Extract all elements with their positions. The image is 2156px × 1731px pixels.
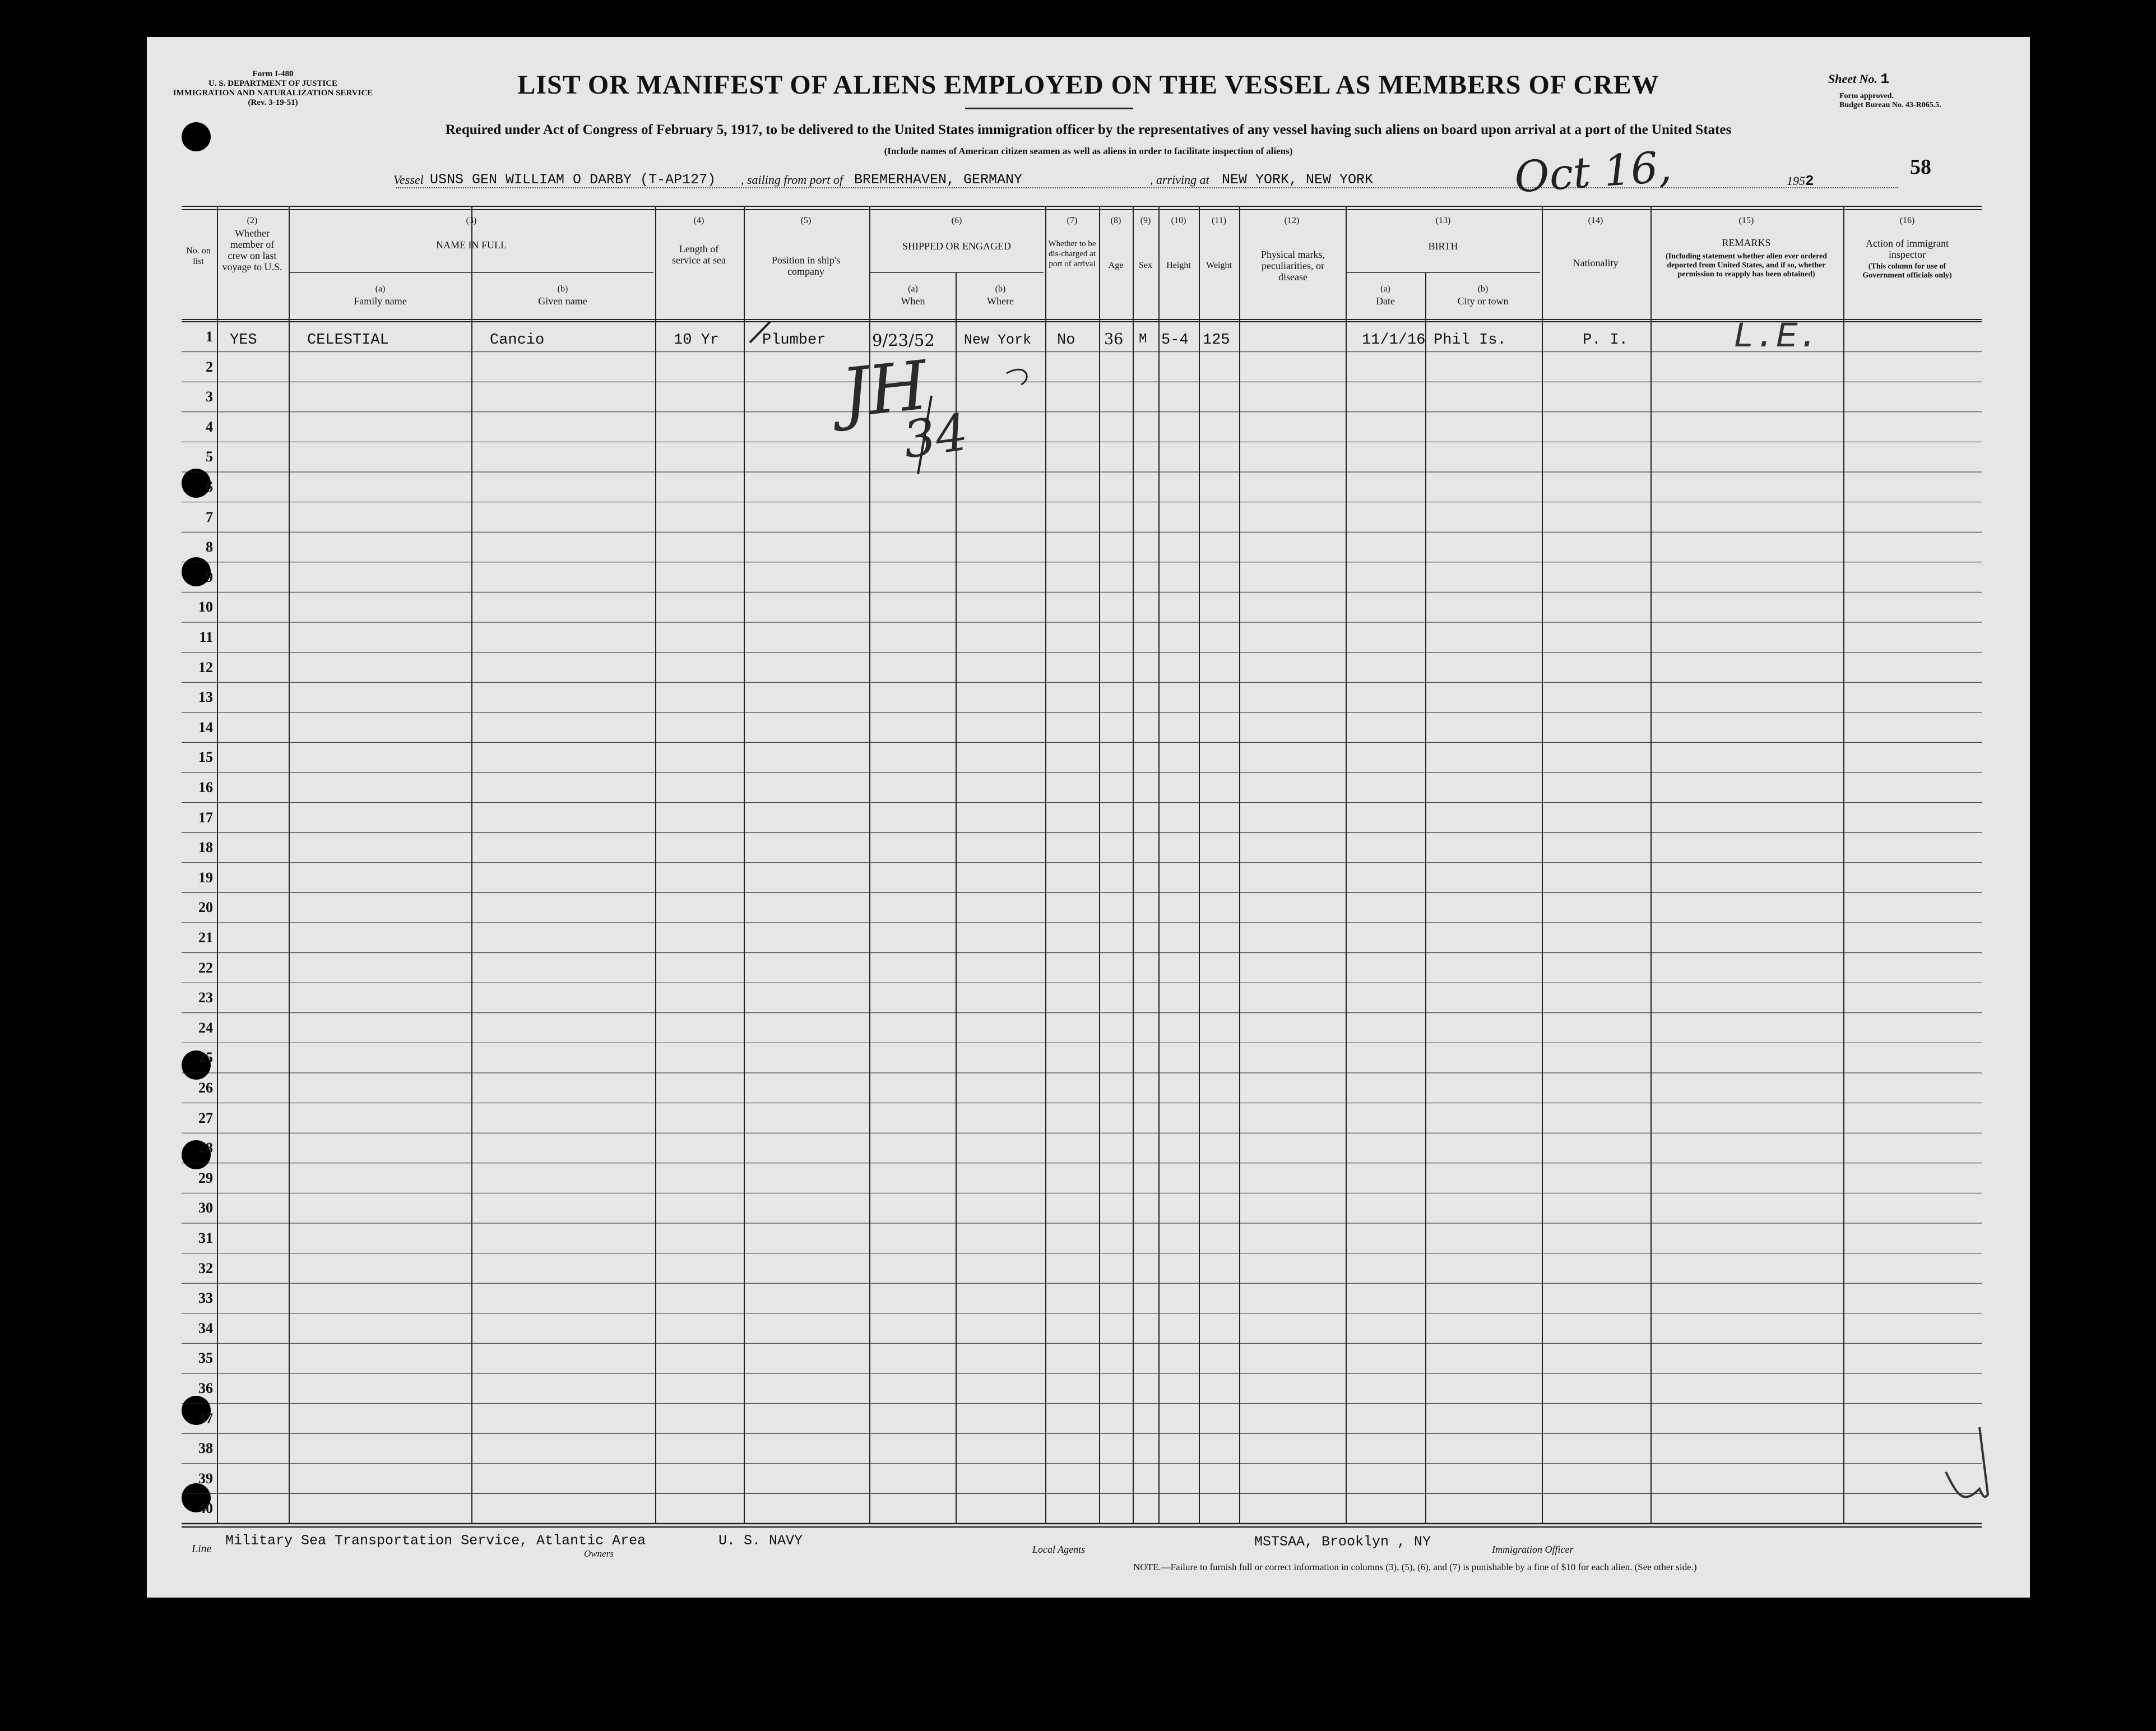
owners-value: U. S. NAVY — [718, 1533, 803, 1549]
col6a-number: (a) — [908, 284, 918, 294]
row-number: 27 — [198, 1109, 213, 1126]
arriving-value: NEW YORK, NEW YORK — [1222, 172, 1374, 188]
row-number: 39 — [198, 1470, 213, 1487]
row-number: 35 — [198, 1350, 213, 1367]
row-number: 13 — [198, 689, 213, 706]
arrival-date-handwritten: Oct 16, — [1513, 141, 1673, 202]
row-number: 24 — [198, 1019, 213, 1036]
row1-nationality: P. I. — [1583, 332, 1629, 349]
col5-number: (5) — [800, 216, 812, 225]
col14-number: (14) — [1588, 216, 1603, 225]
row1-birth-city: Phil Is. — [1434, 332, 1506, 349]
row1-height: 5-4 — [1161, 332, 1189, 349]
row-number: 17 — [198, 809, 213, 826]
col2-number: (2) — [247, 216, 258, 225]
col13a-header: Date — [1376, 295, 1395, 307]
col14-header: Nationality — [1573, 257, 1619, 269]
row-number: 1 — [206, 328, 213, 345]
col10-header: Height — [1166, 261, 1191, 270]
local-agents-value: MSTSAA, Brooklyn , NY — [1254, 1534, 1431, 1550]
row-number: 12 — [198, 659, 213, 675]
col7-number: (7) — [1067, 216, 1078, 225]
form-title: LIST OR MANIFEST OF ALIENS EMPLOYED ON THE VESSEL AS MEMBERS OF CREW — [517, 70, 1659, 100]
col13b-number: (b) — [1477, 284, 1489, 294]
col3b-header: Given name — [538, 295, 587, 307]
col3a-number: (a) — [375, 284, 386, 294]
row-number: 4 — [206, 418, 213, 435]
row-number: 25 — [198, 1049, 213, 1066]
sailing-value: BREMERHAVEN, GERMANY — [854, 172, 1023, 188]
col3a-header: Family name — [354, 295, 407, 307]
row-number: 36 — [198, 1380, 213, 1396]
department: U. S. DEPARTMENT OF JUSTICE — [208, 79, 338, 88]
sailing-label: , sailing from port of — [741, 173, 843, 187]
row-number: 2 — [206, 358, 213, 375]
sheet-value: 1 — [1880, 71, 1890, 87]
inspector-number: 34 — [900, 402, 972, 470]
manifest-sheet — [147, 37, 2030, 1598]
year-prefix: 195 — [1787, 174, 1805, 188]
col8-header: Age — [1108, 261, 1124, 270]
form-subtitle-note: (Include names of American citizen seamen as well as aliens in order to facilitate inspection of aliens) — [884, 146, 1293, 156]
col6b-header: Where — [987, 295, 1014, 307]
row-number: 34 — [198, 1320, 213, 1336]
budget-bureau-line: Budget Bureau No. 43-R065.5. — [1839, 101, 1941, 109]
service: IMMIGRATION AND NATURALIZATION SERVICE — [173, 89, 373, 98]
col4-number: (4) — [693, 216, 704, 225]
row-number: 28 — [198, 1140, 213, 1156]
row-number: 9 — [206, 568, 213, 585]
col12-number: (12) — [1284, 216, 1300, 225]
row1-shipped-when: 9/23/52 — [872, 331, 935, 350]
row1-birth-date: 11/1/16 — [1362, 332, 1426, 349]
row-number: 38 — [198, 1440, 213, 1457]
footer-note: NOTE.—Failure to furnish full or correct information in columns (3), (5), (6), and (7) is punishable by a fine of $10 for each alien. (See other side.) — [1133, 1562, 1697, 1572]
owners-label: Owners — [584, 1548, 614, 1559]
row-number: 15 — [198, 749, 213, 766]
row-number: 11 — [199, 629, 213, 645]
col6a-header: When — [901, 295, 925, 307]
col3-header: NAME IN FULL — [436, 239, 507, 251]
col15-subheader: (Including statement whether alien ever ordered deported from United States, and if so, whether permission to reapply has been obtained) — [1665, 252, 1828, 279]
col6-number: (6) — [951, 216, 962, 225]
col6b-number: (b) — [995, 284, 1006, 294]
row1-sex: M — [1139, 332, 1147, 347]
col13b-header: City or town — [1457, 295, 1509, 307]
year-value: 2 — [1805, 173, 1814, 189]
line-value: Military Sea Transportation Service, Atlantic Area — [225, 1533, 646, 1549]
line-label: Line — [192, 1543, 212, 1555]
inspector-signature: JH — [838, 346, 931, 433]
col12-header: Physical marks, peculiarities, or disease — [1261, 249, 1325, 283]
col3-number: (3) — [466, 216, 477, 225]
row-number: 8 — [206, 539, 213, 556]
col16-header: Action of immigrant inspector — [1866, 238, 1949, 260]
row-number: 19 — [198, 869, 213, 886]
row1-given-name: Cancio — [490, 332, 545, 349]
vessel-label: Vessel — [393, 173, 424, 187]
col13-header: BIRTH — [1428, 240, 1458, 252]
row-number: 10 — [198, 599, 213, 615]
row-number: 30 — [198, 1200, 213, 1216]
col16-subheader: (This column for use of Government officials only) — [1862, 262, 1952, 280]
form-number: Form I-480 — [252, 70, 294, 78]
row1-shipped-where: New York — [964, 332, 1032, 348]
row-number: 31 — [198, 1230, 213, 1246]
immigration-officer-label: Immigration Officer — [1492, 1544, 1574, 1555]
row-number: 40 — [198, 1500, 213, 1517]
row-number: 22 — [198, 959, 213, 976]
revision: (Rev. 3-19-51) — [248, 98, 298, 107]
row-number: 3 — [206, 388, 213, 405]
row-number: 37 — [198, 1410, 213, 1427]
page-number: 58 — [1910, 155, 1931, 179]
col15-number: (15) — [1738, 216, 1754, 225]
row1-age: 36 — [1104, 331, 1124, 348]
handwritten-marks — [147, 37, 2030, 1598]
col7-header: Whether to be dis-charged at port of arrival — [1048, 239, 1096, 269]
col9-header: Sex — [1139, 261, 1152, 270]
col13-number: (13) — [1435, 216, 1451, 225]
row1-remarks: L.E. — [1733, 317, 1819, 358]
row-number: 20 — [198, 899, 213, 916]
col10-number: (10) — [1171, 216, 1186, 225]
approval-line: Form approved. — [1839, 92, 1894, 100]
col5-header: Position in ship's company — [771, 254, 841, 277]
col9-number: (9) — [1140, 216, 1151, 225]
row-number: 14 — [198, 719, 213, 735]
row-number: 33 — [198, 1290, 213, 1307]
row1-family-name: CELESTIAL — [307, 332, 389, 349]
row1-weight: 125 — [1203, 332, 1230, 349]
row-number: 6 — [206, 479, 213, 495]
vessel-value: USNS GEN WILLIAM O DARBY (T-AP127) — [430, 172, 716, 188]
col2-header: Whether member of crew on last voyage to U.S. — [222, 228, 282, 272]
row-number: 16 — [198, 779, 213, 795]
row-number: 18 — [198, 839, 213, 856]
row-number: 5 — [206, 448, 213, 465]
col3b-number: (b) — [557, 284, 568, 294]
arriving-label: , arriving at — [1150, 173, 1209, 187]
row-number: 21 — [198, 929, 213, 946]
form-subtitle: Required under Act of Congress of February 5, 1917, to be delivered to the United States immigration officer by the representatives of any vessel having such aliens on board upon arrival at a port of the United States — [445, 122, 1732, 137]
row-number: 7 — [206, 508, 213, 525]
row-number: 32 — [198, 1260, 213, 1276]
row1-crew-last-voyage: YES — [230, 332, 257, 349]
col11-number: (11) — [1211, 216, 1227, 225]
col4-header: Length of service at sea — [672, 243, 726, 266]
row1-service: 10 Yr — [674, 332, 720, 349]
col16-number: (16) — [1899, 216, 1915, 225]
col15-header: REMARKS — [1722, 237, 1771, 248]
row1-discharged: No — [1057, 332, 1075, 349]
col11-header: Weight — [1206, 261, 1232, 270]
sheet-label: Sheet No. — [1828, 72, 1877, 86]
col13a-number: (a) — [1380, 284, 1390, 294]
col1-header: No. on list — [186, 246, 211, 266]
row1-position: Plumber — [762, 332, 826, 349]
row-number: 29 — [198, 1169, 213, 1186]
local-agents-label: Local Agents — [1032, 1544, 1086, 1555]
col8-number: (8) — [1110, 216, 1121, 225]
row-number: 26 — [198, 1080, 213, 1096]
col6-header: SHIPPED OR ENGAGED — [902, 240, 1011, 252]
row-number: 23 — [198, 989, 213, 1006]
